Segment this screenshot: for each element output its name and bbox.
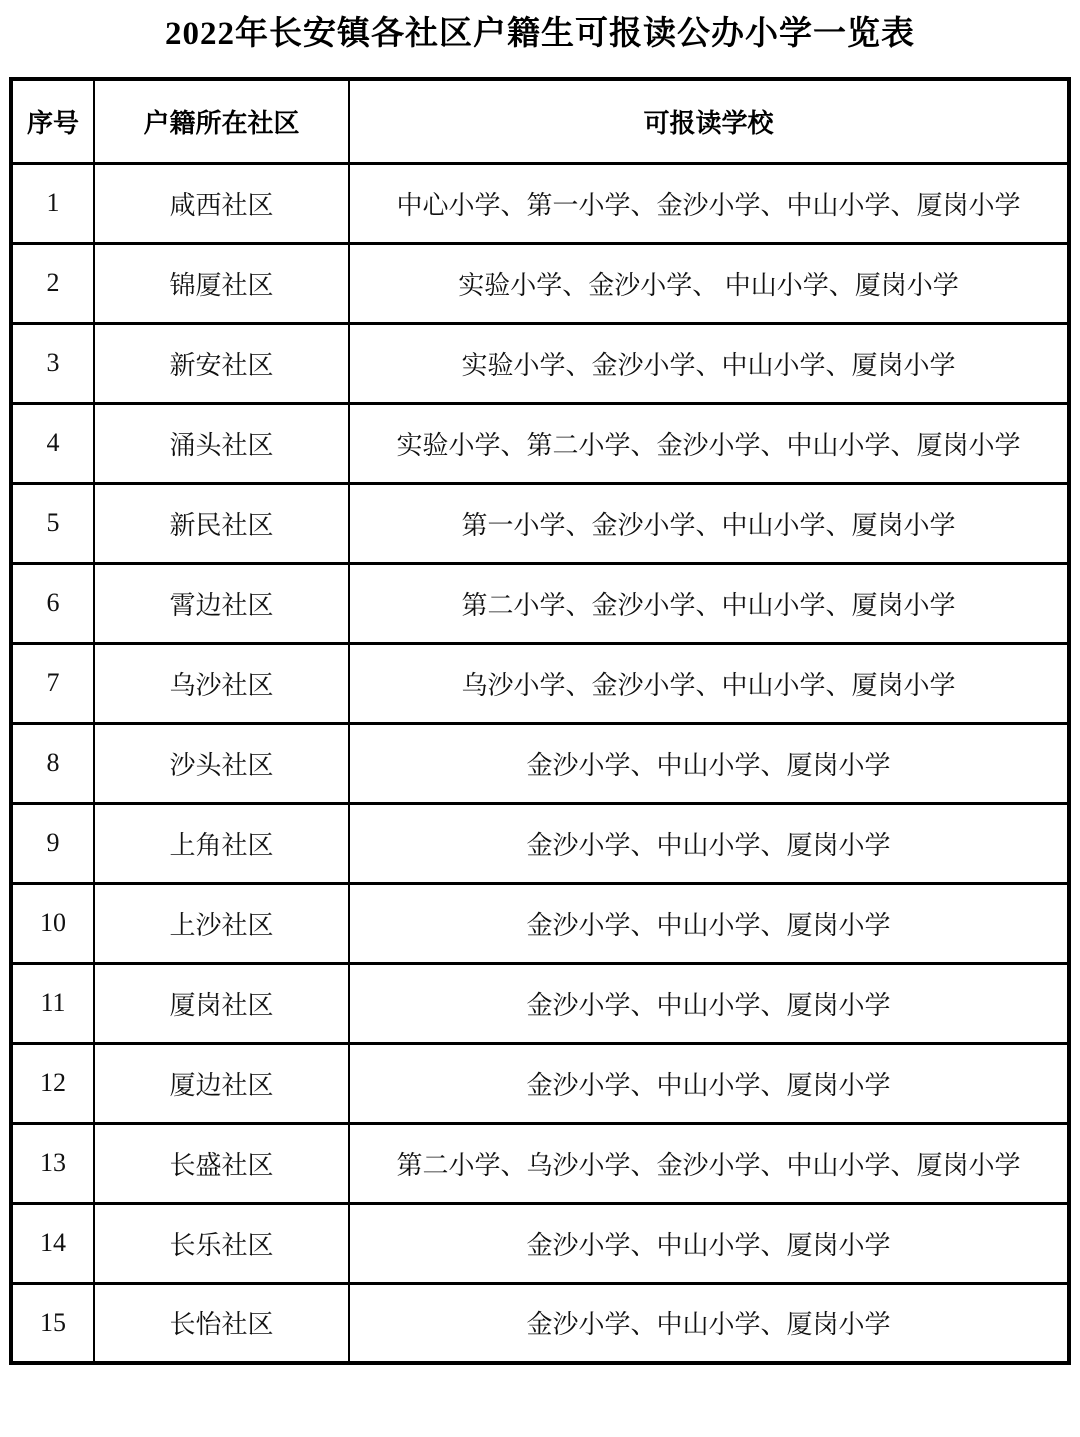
schools-cell: 金沙小学、中山小学、厦岗小学: [349, 1203, 1069, 1283]
row-number-cell: 6: [11, 563, 94, 643]
table-row: [11, 1043, 1069, 1123]
row-number-cell: 2: [11, 243, 94, 323]
community-cell: 长盛社区: [94, 1123, 349, 1203]
schools-cell: 实验小学、第二小学、金沙小学、中山小学、厦岗小学: [349, 403, 1069, 483]
row-number-cell: 12: [11, 1043, 94, 1123]
community-cell: 上角社区: [94, 803, 349, 883]
schools-cell: 乌沙小学、金沙小学、中山小学、厦岗小学: [349, 643, 1069, 723]
table-row: [11, 643, 1069, 723]
header-cell-no: 序号: [11, 79, 94, 163]
table-row: [11, 883, 1069, 963]
community-cell: 乌沙社区: [94, 643, 349, 723]
row-number-cell: 9: [11, 803, 94, 883]
row-number-cell: 15: [11, 1283, 94, 1363]
community-cell: 咸西社区: [94, 163, 349, 243]
row-number-cell: 3: [11, 323, 94, 403]
schools-cell: 金沙小学、中山小学、厦岗小学: [349, 1043, 1069, 1123]
community-cell: 霄边社区: [94, 563, 349, 643]
header-cell-community: 户籍所在社区: [94, 79, 349, 163]
schools-cell: 金沙小学、中山小学、厦岗小学: [349, 883, 1069, 963]
schools-cell: 第一小学、金沙小学、中山小学、厦岗小学: [349, 483, 1069, 563]
row-number-cell: 1: [11, 163, 94, 243]
community-cell: 锦厦社区: [94, 243, 349, 323]
table-row: [11, 1283, 1069, 1363]
row-number-cell: 11: [11, 963, 94, 1043]
table-row: [11, 243, 1069, 323]
schools-cell: 第二小学、金沙小学、中山小学、厦岗小学: [349, 563, 1069, 643]
table-row: [11, 483, 1069, 563]
schools-cell: 实验小学、金沙小学、 中山小学、厦岗小学: [349, 243, 1069, 323]
community-cell: 长怡社区: [94, 1283, 349, 1363]
table-row: [11, 403, 1069, 483]
row-number-cell: 14: [11, 1203, 94, 1283]
schools-cell: 中心小学、第一小学、金沙小学、中山小学、厦岗小学: [349, 163, 1069, 243]
schools-cell: 金沙小学、中山小学、厦岗小学: [349, 1283, 1069, 1363]
page-title: 2022年长安镇各社区户籍生可报读公办小学一览表: [165, 16, 915, 52]
community-cell: 新安社区: [94, 323, 349, 403]
schools-cell: 金沙小学、中山小学、厦岗小学: [349, 723, 1069, 803]
table-row: [11, 323, 1069, 403]
row-number-cell: 4: [11, 403, 94, 483]
table-row: [11, 723, 1069, 803]
schools-cell: 金沙小学、中山小学、厦岗小学: [349, 803, 1069, 883]
schools-cell: 第二小学、乌沙小学、金沙小学、中山小学、厦岗小学: [349, 1123, 1069, 1203]
community-cell: 涌头社区: [94, 403, 349, 483]
table-row: [11, 963, 1069, 1043]
table-body: [11, 163, 1069, 1363]
schools-cell: 实验小学、金沙小学、中山小学、厦岗小学: [349, 323, 1069, 403]
row-number-cell: 10: [11, 883, 94, 963]
row-number-cell: 5: [11, 483, 94, 563]
table-row: [11, 1203, 1069, 1283]
table-row: [11, 1123, 1069, 1203]
community-cell: 上沙社区: [94, 883, 349, 963]
header-row: [11, 79, 1069, 163]
table-row: [11, 803, 1069, 883]
row-number-cell: 7: [11, 643, 94, 723]
table-row: [11, 563, 1069, 643]
community-cell: 长乐社区: [94, 1203, 349, 1283]
school-table: [9, 77, 1071, 1365]
header-cell-schools: 可报读学校: [349, 79, 1069, 163]
row-number-cell: 13: [11, 1123, 94, 1203]
schools-cell: 金沙小学、中山小学、厦岗小学: [349, 963, 1069, 1043]
community-cell: 新民社区: [94, 483, 349, 563]
community-cell: 厦边社区: [94, 1043, 349, 1123]
community-cell: 沙头社区: [94, 723, 349, 803]
row-number-cell: 8: [11, 723, 94, 803]
community-cell: 厦岗社区: [94, 963, 349, 1043]
table-row: [11, 163, 1069, 243]
